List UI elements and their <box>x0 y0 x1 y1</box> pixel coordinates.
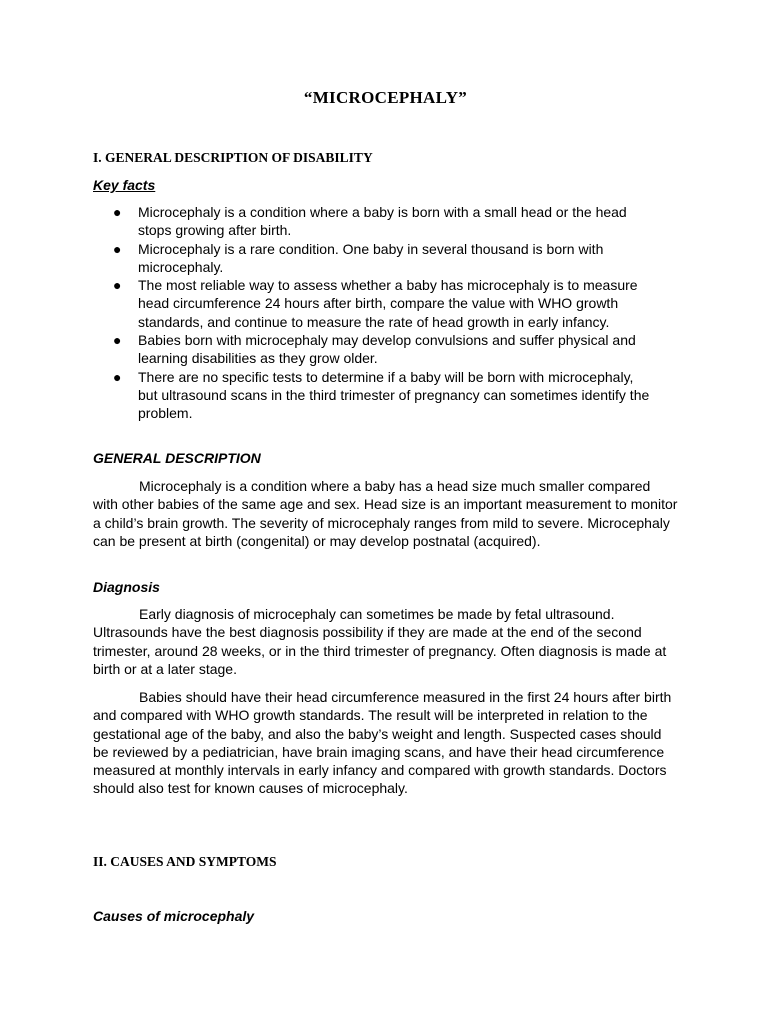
key-fact-text: Microcephaly is a rare condition. One baby in several thousand is born with microcephaly. <box>138 240 604 275</box>
list-item <box>93 331 653 368</box>
document-title: “MICROCEPHALY” <box>303 88 468 107</box>
list-item <box>93 240 653 277</box>
general-description-paragraph: Microcephaly is a condition where a baby has a head size much smaller compared with other babies of the same age and sex. Head size is an important measurement to monitor a child’s brain growth. The severity of microcephaly ranges from mild to severe. Microcephaly can be present at birth (congenital) or may develop postnatal (acquired). <box>93 478 678 549</box>
diagnosis-heading: Diagnosis <box>93 579 160 595</box>
diagnosis-paragraph-1: Early diagnosis of microcephaly can sometimes be made by fetal ultrasound. Ultrasounds have the best diagnosis possibility if they are made at the end of the second trimester, around 28 weeks, or in the third trimester of pregnancy. Often diagnosis is made at birth or at a later stage. <box>93 606 667 677</box>
list-item <box>93 276 653 331</box>
key-facts-list <box>93 203 653 423</box>
list-item <box>93 368 653 423</box>
causes-heading: Causes of microcephaly <box>93 908 255 924</box>
bullet-icon: ● <box>113 240 122 257</box>
diagnosis-paragraph-2: Babies should have their head circumference measured in the first 24 hours after birth and compared with WHO growth standards. The result will be interpreted in relation to the gestational age of the baby, and also the baby’s weight and length. Suspected cases should be reviewed by a pediatrician, have brain imaging scans, and have their head circumference measured at monthly intervals in early infancy and compared with growth standards. Doctors should also test for known causes of microcephaly. <box>93 689 672 797</box>
section-2-heading: II. CAUSES AND SYMPTOMS <box>93 854 277 869</box>
key-fact-text: There are no specific tests to determine if a baby will be born with microcephaly, but ultrasound scans in the third trimester of pregnancy can sometimes identify the problem. <box>138 368 650 422</box>
key-facts-heading: Key facts <box>93 177 156 193</box>
general-description-heading: GENERAL DESCRIPTION <box>93 450 261 466</box>
section-1-heading: I. GENERAL DESCRIPTION OF DISABILITY <box>93 150 373 165</box>
bullet-icon: ● <box>113 368 122 385</box>
key-fact-text: The most reliable way to assess whether a baby has microcephaly is to measure head circumference 24 hours after birth, compare the value with WHO growth standards, and continue to measure the rate of head growth in early infancy. <box>138 277 638 330</box>
bullet-icon: ● <box>113 204 122 220</box>
bullet-icon: ● <box>113 277 122 294</box>
key-fact-text: Microcephaly is a condition where a baby is born with a small head or the head stops growing after birth. <box>138 204 627 239</box>
list-item <box>93 203 653 240</box>
bullet-icon: ● <box>113 332 122 349</box>
key-fact-text: Babies born with microcephaly may develop convulsions and suffer physical and learning disabilities as they grow older. <box>138 332 636 367</box>
